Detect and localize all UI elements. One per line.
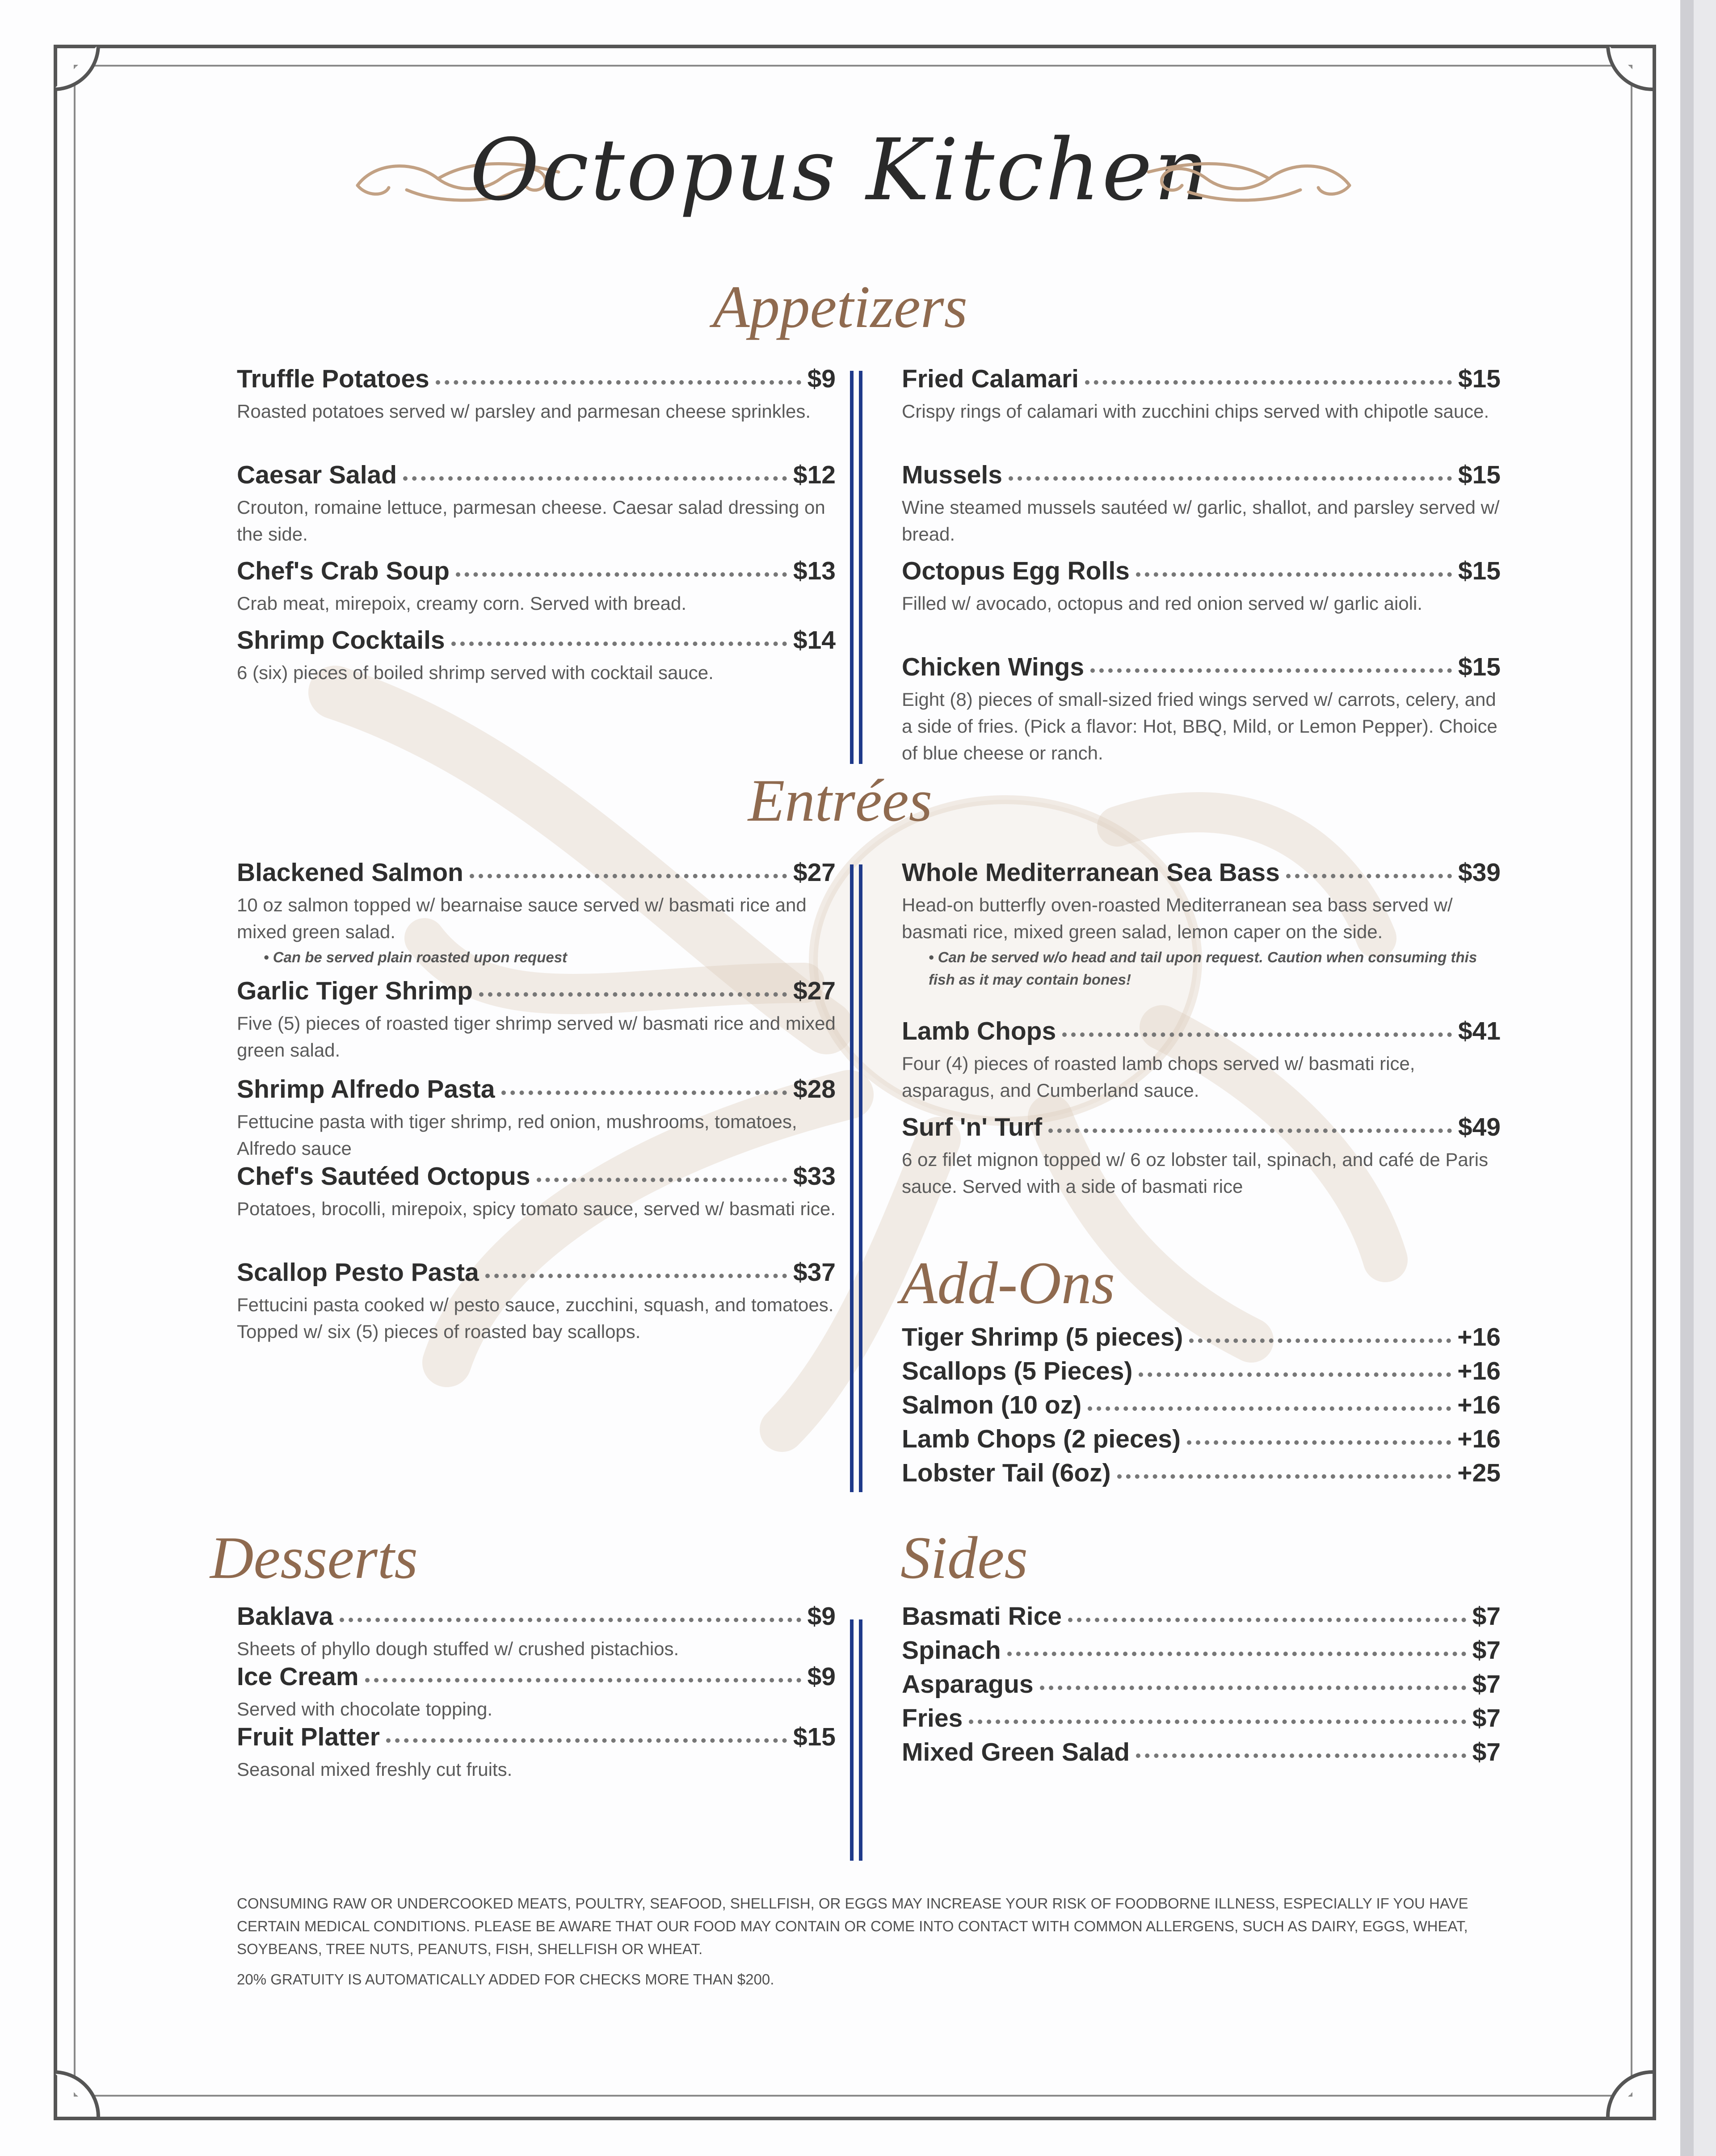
item-price: $13 <box>793 557 836 585</box>
menu-item <box>902 652 1501 767</box>
item-price: $27 <box>793 977 836 1005</box>
menu-item <box>237 1662 836 1723</box>
section-title-sides: Sides <box>900 1525 1028 1591</box>
dot-leader <box>1136 566 1452 577</box>
item-price: +16 <box>1457 1391 1501 1419</box>
item-note: • Can be served w/o head and tail upon request. Caution when consuming this fish as it may contain bones! <box>929 949 1477 988</box>
item-price: $15 <box>1458 557 1501 585</box>
side-item <box>902 1669 1501 1699</box>
item-name: Octopus Egg Rolls <box>902 557 1130 585</box>
item-name: Shrimp Cocktails <box>237 626 445 654</box>
item-name: Mussels <box>902 461 1002 489</box>
item-name: Whole Mediterranean Sea Bass <box>902 858 1280 887</box>
dot-leader <box>1068 1611 1466 1622</box>
column-divider-appetizers-a <box>850 371 854 764</box>
dot-leader <box>365 1672 801 1682</box>
dot-leader <box>1286 868 1452 878</box>
item-name: Chef's Crab Soup <box>237 557 450 585</box>
item-name: Ice Cream <box>237 1662 359 1691</box>
item-price: +16 <box>1457 1425 1501 1453</box>
item-description: Crispy rings of calamari with zucchini chips served with chipotle sauce. <box>902 401 1489 422</box>
page-edge-shadow <box>1680 0 1694 2156</box>
addon-item <box>902 1390 1501 1420</box>
item-name: Chef's Sautéed Octopus <box>237 1162 530 1191</box>
section-title-entrees: Entrées <box>748 768 933 834</box>
side-item <box>902 1737 1501 1767</box>
item-price: $27 <box>793 858 836 887</box>
menu-item <box>237 858 836 969</box>
item-name: Surf 'n' Turf <box>902 1113 1043 1141</box>
item-name: Scallops (5 Pieces) <box>902 1357 1133 1385</box>
item-description: Fettucine pasta with tiger shrimp, red onion, mushrooms, tomatoes, Alfredo sauce <box>237 1111 797 1159</box>
dot-leader <box>1117 1468 1451 1479</box>
menu-item <box>237 364 836 425</box>
item-price: $9 <box>807 365 836 393</box>
item-description: Head-on butterfly oven-roasted Mediterranean sea bass served w/ basmati rice, mixed green salad, lemon caper on the side. <box>902 894 1453 942</box>
column-divider-entrees-a <box>850 864 854 1492</box>
item-price: $15 <box>1458 365 1501 393</box>
item-name: Lamb Chops <box>902 1017 1056 1045</box>
dot-leader <box>1088 1400 1451 1411</box>
section-title-desserts: Desserts <box>210 1525 418 1591</box>
item-price: $9 <box>807 1602 836 1631</box>
item-description: Crab meat, mirepoix, creamy corn. Served with bread. <box>237 593 687 614</box>
section-title-addons: Add-Ons <box>900 1250 1115 1317</box>
item-name: Fries <box>902 1704 963 1732</box>
item-price: $39 <box>1458 858 1501 887</box>
menu-item <box>902 364 1501 425</box>
dot-leader <box>485 1267 787 1278</box>
item-description: Potatoes, brocolli, mirepoix, spicy tomato sauce, served w/ basmati rice. <box>237 1198 836 1219</box>
item-price: $7 <box>1472 1636 1501 1665</box>
dot-leader <box>451 635 787 646</box>
addon-item <box>902 1424 1501 1454</box>
item-description: 6 (six) pieces of boiled shrimp served with cocktail sauce. <box>237 662 714 683</box>
item-description: Seasonal mixed freshly cut fruits. <box>237 1759 513 1780</box>
column-divider-appetizers-b <box>859 371 862 764</box>
dot-leader <box>1009 470 1452 481</box>
dot-leader <box>1136 1747 1466 1758</box>
column-divider-desserts-b <box>859 1619 862 1861</box>
gratuity-note: 20% GRATUITY IS AUTOMATICALLY ADDED FOR CHECKS MORE THAN $200. <box>237 1971 774 1988</box>
item-description: Sheets of phyllo dough stuffed w/ crushed pistachios. <box>237 1638 679 1659</box>
dot-leader <box>1048 1122 1452 1133</box>
item-price: +25 <box>1457 1459 1501 1487</box>
column-divider-desserts-a <box>850 1619 854 1861</box>
item-name: Baklava <box>237 1602 333 1631</box>
allergen-disclaimer: CONSUMING RAW OR UNDERCOOKED MEATS, POULTRY, SEAFOOD, SHELLFISH, OR EGGS MAY INCREASE YOUR RISK OF FOODBORNE ILLNESS, ESPECIALLY IF YOU HAVE CERTAIN MEDICAL CONDITIONS. PLEASE BE AWARE THAT OUR FOOD MAY CONTAIN OR COME INTO CONTACT WITH COMMON ALLERGENS, SUCH AS DAIRY, EGGS, WHEAT, SOYBEANS, TREE NUTS, PEANUTS, FISH, SHELLFISH OR WHEAT. <box>237 1895 1468 1957</box>
dot-leader <box>501 1084 787 1095</box>
item-description: Wine steamed mussels sautéed w/ garlic, shallot, and parsley served w/ bread. <box>902 497 1500 545</box>
dot-leader <box>1187 1434 1451 1445</box>
item-name: Chicken Wings <box>902 653 1085 681</box>
item-description: 6 oz filet mignon topped w/ 6 oz lobster tail, spinach, and café de Paris sauce. Served with a side of basmati rice <box>902 1149 1489 1197</box>
dot-leader <box>1139 1366 1451 1377</box>
item-price: $7 <box>1472 1704 1501 1732</box>
item-name: Scallop Pesto Pasta <box>237 1258 479 1287</box>
dot-leader <box>1062 1026 1452 1037</box>
column-divider-entrees-b <box>859 864 862 1492</box>
dot-leader <box>386 1732 787 1743</box>
item-name: Basmati Rice <box>902 1602 1062 1631</box>
dot-leader <box>403 470 787 481</box>
item-name: Tiger Shrimp (5 pieces) <box>902 1323 1183 1351</box>
item-name: Garlic Tiger Shrimp <box>237 977 473 1005</box>
item-note: • Can be served plain roasted upon request <box>264 949 568 965</box>
item-description: Four (4) pieces of roasted lamb chops served w/ basmati rice, asparagus, and Cumberland sauce. <box>902 1053 1415 1101</box>
menu-item <box>902 858 1501 991</box>
item-price: $7 <box>1472 1738 1501 1766</box>
menu-item <box>902 556 1501 617</box>
item-description: 10 oz salmon topped w/ bearnaise sauce served w/ basmati rice and mixed green salad. <box>237 894 807 942</box>
dot-leader <box>340 1611 801 1622</box>
item-price: $15 <box>1458 461 1501 489</box>
menu-item <box>237 1162 836 1222</box>
item-price: $14 <box>793 626 836 654</box>
dot-leader <box>1090 662 1452 673</box>
item-name: Shrimp Alfredo Pasta <box>237 1075 495 1103</box>
dot-leader <box>1040 1679 1466 1690</box>
item-name: Lamb Chops (2 pieces) <box>902 1425 1181 1453</box>
item-price: $28 <box>793 1075 836 1103</box>
title-flourish-right-icon <box>1144 147 1358 210</box>
item-description: Crouton, romaine lettuce, parmesan cheese. Caesar salad dressing on the side. <box>237 497 825 545</box>
item-description: Served with chocolate topping. <box>237 1699 493 1720</box>
item-name: Lobster Tail (6oz) <box>902 1459 1111 1487</box>
menu-item <box>237 625 836 686</box>
addon-item <box>902 1322 1501 1352</box>
dot-leader <box>456 566 787 577</box>
menu-item <box>237 460 836 548</box>
menu-item <box>237 1722 836 1783</box>
dot-leader <box>1007 1645 1466 1656</box>
item-description: Five (5) pieces of roasted tiger shrimp served w/ basmati rice and mixed green salad. <box>237 1013 836 1061</box>
item-name: Fruit Platter <box>237 1723 380 1751</box>
item-price: $33 <box>793 1162 836 1191</box>
item-price: $41 <box>1458 1017 1501 1045</box>
item-name: Mixed Green Salad <box>902 1738 1130 1766</box>
item-price: $7 <box>1472 1670 1501 1699</box>
item-description: Roasted potatoes served w/ parsley and parmesan cheese sprinkles. <box>237 401 811 422</box>
item-price: $49 <box>1458 1113 1501 1141</box>
item-name: Blackened Salmon <box>237 858 463 887</box>
item-description: Fettucini pasta cooked w/ pesto sauce, zucchini, squash, and tomatoes. Topped w/ six (5) pieces of roasted bay scallops. <box>237 1294 834 1342</box>
item-description: Eight (8) pieces of small-sized fried wings served w/ carrots, celery, and a side of fries. (Pick a flavor: Hot, BBQ, Mild, or Lemon Pepper). Choice of blue cheese or ranch. <box>902 689 1497 763</box>
menu-item <box>902 1112 1501 1200</box>
item-price: $15 <box>1458 653 1501 681</box>
menu-item <box>237 1258 836 1345</box>
item-price: $37 <box>793 1258 836 1287</box>
item-name: Salmon (10 oz) <box>902 1391 1082 1419</box>
item-description: Filled w/ avocado, octopus and red onion served w/ garlic aioli. <box>902 593 1422 614</box>
menu-item <box>237 1602 836 1662</box>
item-name: Spinach <box>902 1636 1001 1665</box>
dot-leader <box>1189 1332 1451 1343</box>
menu-item <box>902 1016 1501 1104</box>
item-price: $12 <box>793 461 836 489</box>
section-title-appetizers: Appetizers <box>713 274 967 340</box>
side-item <box>902 1636 1501 1665</box>
menu-item <box>902 460 1501 548</box>
dot-leader <box>969 1713 1466 1724</box>
item-price: +16 <box>1457 1357 1501 1385</box>
item-price: $15 <box>793 1723 836 1751</box>
menu-item <box>237 1074 836 1162</box>
item-name: Fried Calamari <box>902 365 1079 393</box>
item-price: +16 <box>1457 1323 1501 1351</box>
item-price: $7 <box>1472 1602 1501 1631</box>
dot-leader <box>470 868 787 878</box>
dot-leader <box>436 374 801 385</box>
item-price: $9 <box>807 1662 836 1691</box>
item-name: Caesar Salad <box>237 461 397 489</box>
restaurant-name: Octopus Kitchen <box>470 121 1211 219</box>
addon-item <box>902 1458 1501 1488</box>
dot-leader <box>537 1171 787 1182</box>
dot-leader <box>1085 374 1452 385</box>
item-name: Asparagus <box>902 1670 1034 1699</box>
side-item <box>902 1602 1501 1631</box>
item-name: Truffle Potatoes <box>237 365 429 393</box>
addon-item <box>902 1356 1501 1386</box>
dot-leader <box>479 986 787 997</box>
side-item <box>902 1703 1501 1733</box>
menu-item <box>237 976 836 1064</box>
menu-item <box>237 556 836 617</box>
